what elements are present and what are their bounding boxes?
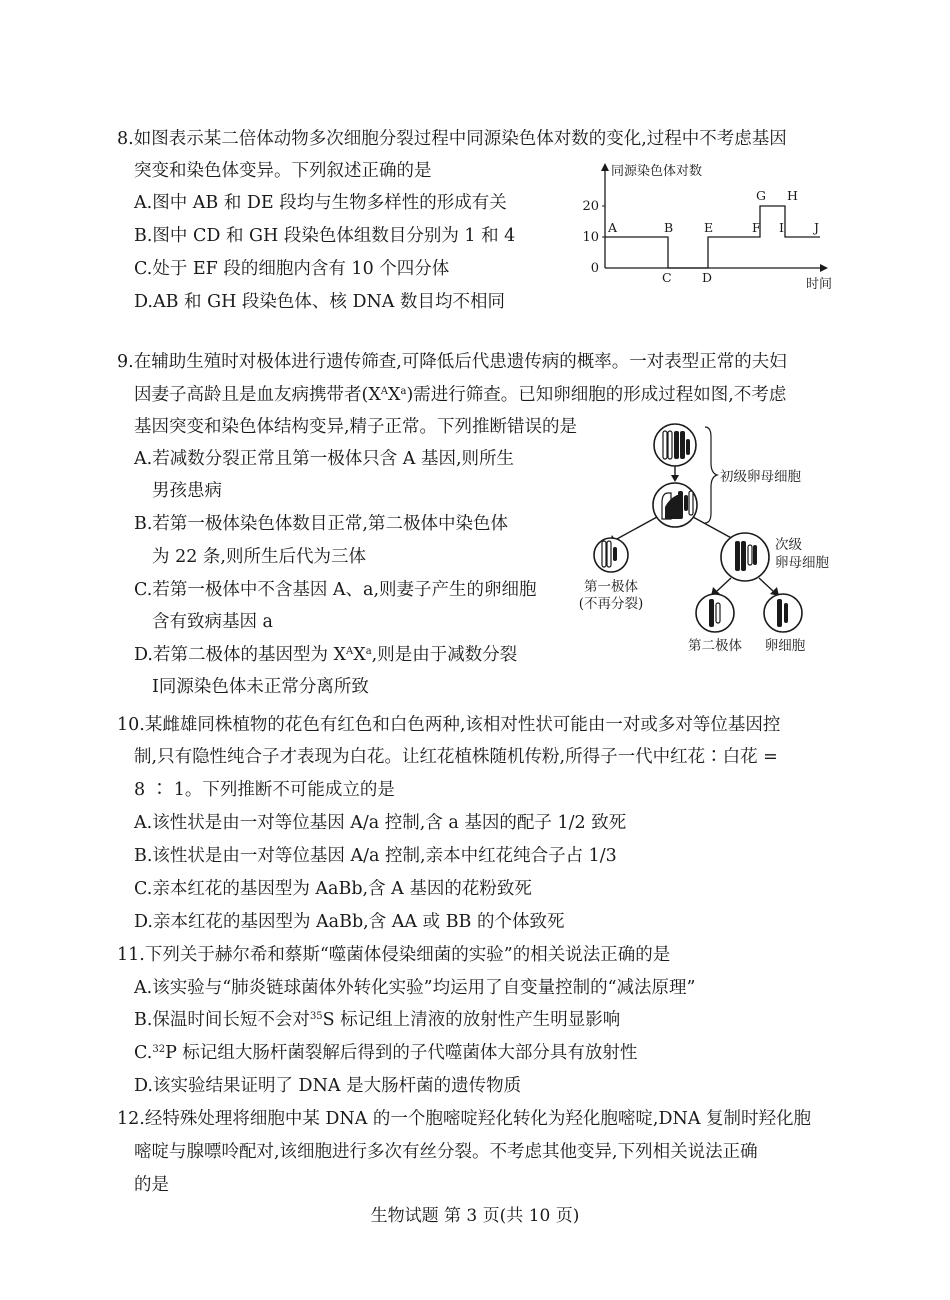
q9-option-a-line-1: A.若减数分裂正常且第一极体只含 A 基因,则所生 — [134, 449, 515, 469]
q10-option-c: C.亲本红花的基因型为 AaBb,含 A 基因的花粉致死 — [134, 879, 532, 899]
chart-line — [605, 206, 820, 268]
label-secondary-line-1: 次级 — [775, 537, 802, 553]
chart-labels — [582, 163, 832, 292]
q9-stem-line-1: 9.在辅助生殖时对极体进行遗传筛查,可降低后代患遗传病的概率。一对表型正常的夫妇 — [117, 352, 787, 372]
point-label-d: D — [702, 270, 713, 285]
x-axis-arrow-icon — [820, 264, 828, 272]
q9-stem-line-2: 因妻子高龄且是血友病携带者$(X^AX^a)$需进行筛查。已知卵细胞的形成过程如图,不考虑 — [134, 385, 787, 405]
q10-option-d: D.亲本红花的基因型为 AaBb,含 AA 或 BB 的个体致死 — [134, 912, 565, 932]
point-label-g: G — [756, 188, 766, 203]
point-label-h: H — [787, 188, 798, 203]
q8-stem-line-1: 8.如图表示某二倍体动物多次细胞分裂过程中同源染色体对数的变化,过程中不考虑基因 — [117, 129, 787, 149]
second-polar-body-cell — [696, 594, 734, 632]
point-label-i: I — [779, 220, 784, 235]
q8-option-c: C.处于 EF 段的细胞内含有 10 个四分体 — [134, 259, 450, 279]
point-label-c: C — [662, 270, 672, 285]
label-first-polar-body: 第一极体 — [584, 579, 638, 595]
label-primary-oocyte: 初级卵母细胞 — [720, 469, 801, 485]
label-second-polar-body: 第二极体 — [688, 638, 742, 654]
first-polar-body-cell — [594, 538, 628, 572]
label-no-further-division: (不再分裂) — [578, 596, 644, 612]
egg-cell — [764, 594, 802, 632]
q9-option-d-line-2: Ⅰ同源染色体未正常分离所致 — [152, 677, 369, 697]
q10-stem-line-2: 制,只有隐性纯合子才表现为白花。让红花植株随机传粉,所得子一代中红花∶白花 = — [134, 747, 778, 767]
point-label-a: A — [608, 220, 618, 235]
label-secondary-line-2: 卵母细胞 — [775, 555, 829, 571]
q9-option-b-line-2: 为 22 条,则所生后代为三体 — [152, 547, 366, 567]
q11-option-a: A.该实验与“肺炎链球菌体外转化实验”均运用了自变量控制的“减法原理” — [134, 978, 696, 998]
q8-option-a: A.图中 AB 和 DE 段均与生物多样性的形成有关 — [134, 193, 507, 213]
q9-option-a-line-2: 男孩患病 — [152, 481, 222, 501]
y-axis-label: 同源染色体对数 — [611, 164, 703, 179]
chart-step-line — [605, 206, 820, 268]
y-tick-label: 10 — [582, 230, 599, 245]
q9-option-d-line-1: D.若第二极体的基因型为 $X^AX^a$,则是由于减数分裂 — [134, 645, 518, 665]
primary-oocyte-cell — [654, 424, 696, 466]
q12-stem-line-3: 的是 — [134, 1175, 169, 1195]
q12-stem-line-1: 12.经特殊处理将细胞中某 DNA 的一个胞嘧啶羟化转化为羟化胞嘧啶,DNA 复制时羟化胞 — [117, 1109, 812, 1129]
primary-oocyte-synapsis-cell — [653, 483, 697, 527]
q8-option-b: B.图中 CD 和 GH 段染色体组数目分别为 1 和 4 — [134, 226, 516, 246]
y-tick-label: 20 — [582, 199, 599, 214]
y-tick-label: 0 — [590, 261, 599, 276]
y-axis-arrow-icon — [601, 163, 609, 171]
x-axis-label: 时间 — [806, 277, 833, 292]
point-label-b: B — [664, 220, 674, 235]
q11-option-b: B.保温时间长短不会对$^{35}$S 标记组上清液的放射性产生明显影响 — [134, 1010, 621, 1030]
q9-option-b-line-1: B.若第一极体染色体数目正常,第二极体中染色体 — [134, 514, 508, 534]
q12-stem-line-2: 嘧啶与腺嘌呤配对,该细胞进行多次有丝分裂。不考虑其他变异,下列相关说法正确 — [134, 1142, 758, 1162]
q11-option-c: C.$^{32}$P 标记组大肠杆菌裂解后得到的子代噬菌体大部分具有放射性 — [134, 1043, 638, 1063]
q10-option-b: B.该性状是由一对等位基因 A/a 控制,亲本中红花纯合子占 1/3 — [134, 846, 617, 866]
point-label-f: F — [752, 220, 761, 235]
q10-stem-line-1: 10.某雌雄同株植物的花色有红色和白色两种,该相对性状可能由一对或多对等位基因控 — [117, 715, 781, 735]
point-label-j: J — [814, 220, 820, 235]
secondary-oocyte-cell — [721, 533, 769, 581]
q9-option-c-line-2: 含有致病基因 a — [152, 612, 273, 632]
q11-stem: 11.下列关于赫尔希和蔡斯“噬菌体侵染细菌的实验”的相关说法正确的是 — [117, 945, 671, 965]
q9-option-c-line-1: C.若第一极体中不含基因 A、a,则妻子产生的卵细胞 — [134, 580, 537, 600]
q8-option-d: D.AB 和 GH 段染色体、核 DNA 数目均不相同 — [134, 292, 506, 312]
brace-icon — [705, 427, 717, 523]
arrow-icon — [671, 475, 679, 482]
page-footer: 生物试题 第 3 页(共 10 页) — [370, 1206, 580, 1226]
q10-option-a: A.该性状是由一对等位基因 A/a 控制,含 a 基因的配子 1/2 致死 — [134, 813, 627, 833]
q9-stem-line-3: 基因突变和染色体结构变异,精子正常。下列推断错误的是 — [134, 417, 578, 437]
oogenesis-diagram — [565, 415, 845, 660]
point-label-e: E — [704, 220, 714, 235]
chart-axes — [601, 163, 828, 272]
q8-stem-line-2: 突变和染色体变异。下列叙述正确的是 — [134, 161, 432, 181]
label-egg-cell: 卵细胞 — [764, 638, 806, 654]
q11-option-d: D.该实验结果证明了 DNA 是大肠杆菌的遗传物质 — [134, 1076, 522, 1096]
q10-stem-line-3: 8 ∶ 1。下列推断不可能成立的是 — [134, 780, 395, 800]
homologous-pairs-chart — [570, 155, 840, 295]
